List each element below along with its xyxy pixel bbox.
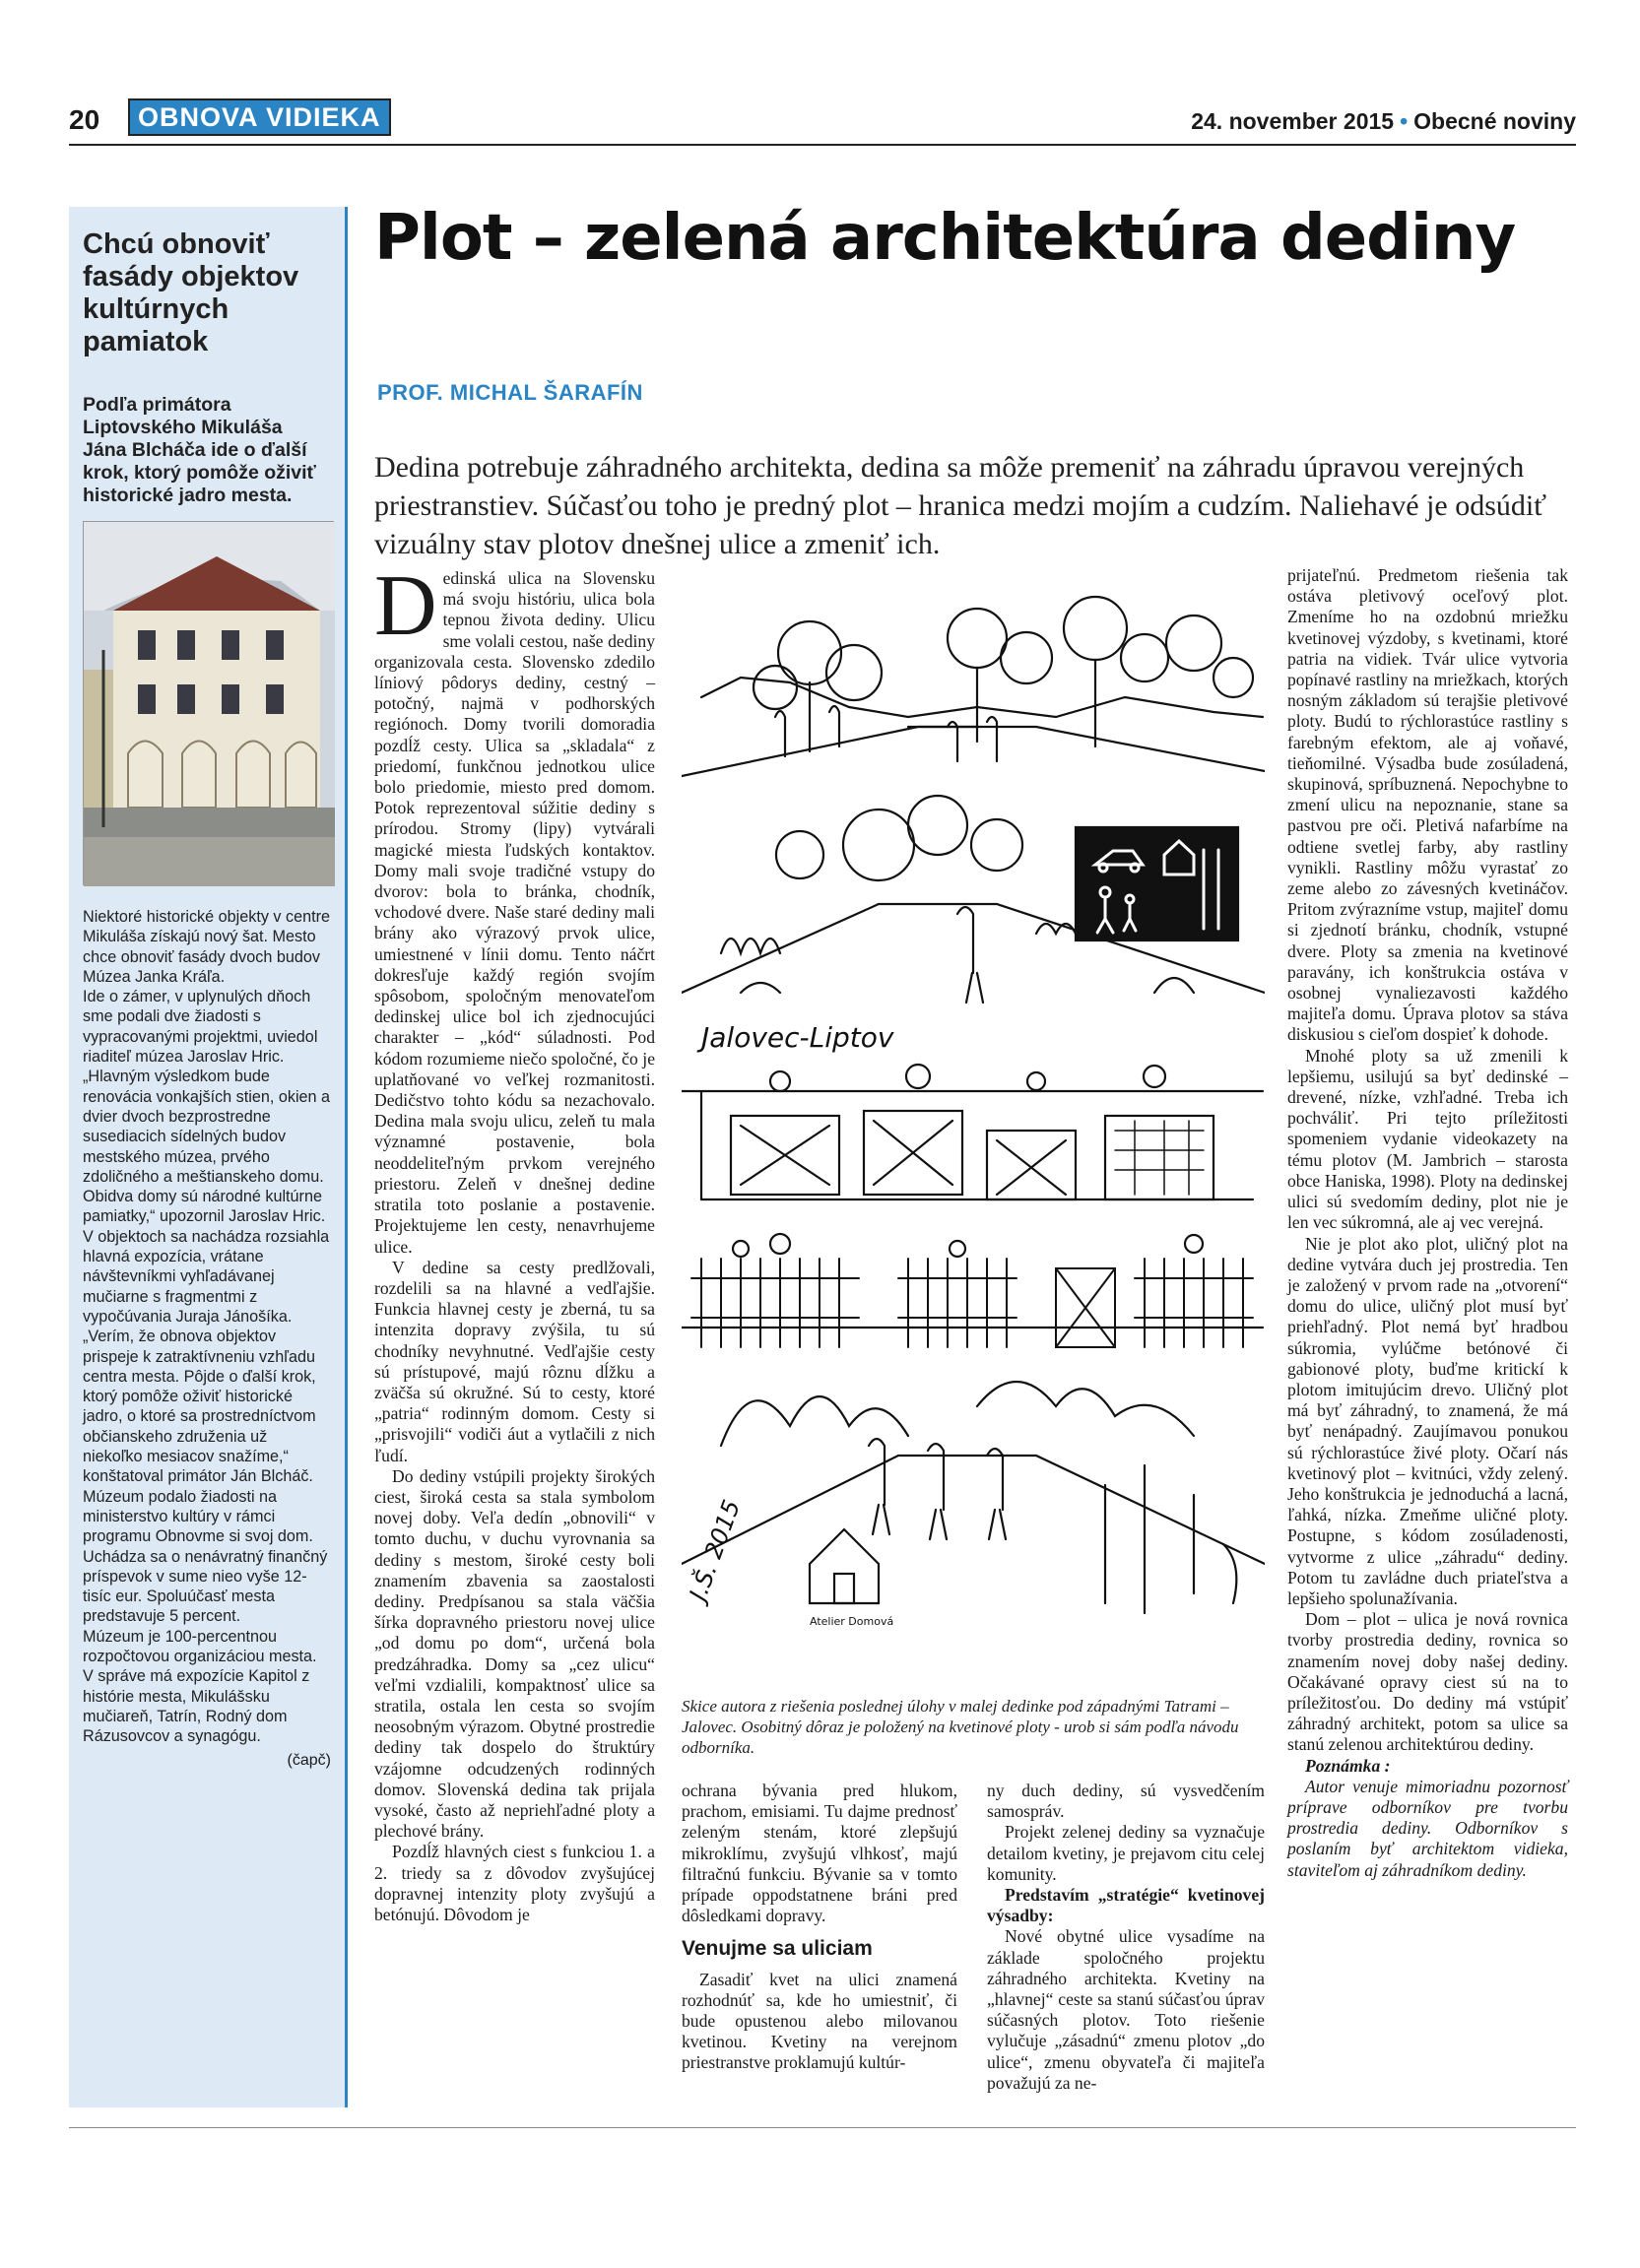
article-lead: Dedina potrebuje záhradného architekta, dedina sa môže premeniť na záhradu úpravou verejných priestranstiev. Súčasťou toho je predný plot – hranica medzi mojím a cudzím. Naliehavé je odsúdiť vizuálny stav plotov dnešnej ulice a zmeniť ich. (374, 451, 1547, 560)
article-subheading: Venujme sa uliciam (682, 1937, 873, 1961)
village-sketch (682, 579, 1265, 1692)
sidebar-lead: Podľa primátora Liptovského Mikuláša Jána Blcháča ide o ďalší krok, ktorý pomôže oživiť historické jadro mesta. (83, 394, 316, 506)
article-paragraph: Do dediny vstúpili projekty širokých ciest, široká cesta sa stala symbolom novej doby. Veľa dedín „obnovili“ v tomto duchu, v duchu vyrovnania sa dediny s mestom, široké cesty boli znamením zbavenia sa zaostalosti dediny. Predpísanou sa stala väčšia šírka dopravného priestoru novej ulice „od domu po dom“, určená bola predzáhradka. Domy sa „cez ulicu“ veľmi vzdialili, kompaktnosť ulice sa stratila, ostala len cesta so svojím neosobným výrazom. Obytné prostredie dediny tak dospelo do štruktúry vzájomne odcudzených rodinných domov. Slovenská dedina tak prijala vysoké, často až nepriehľadné ploty a plechové brány. (374, 1465, 655, 1842)
article-paragraph: Projekt zelenej dediny sa vyznačuje detailom kvetiny, je prejavom citu celej komunity. (987, 1822, 1265, 1884)
separator-dot: • (1400, 108, 1409, 134)
museum-photo-image (84, 522, 335, 886)
sidebar-paragraph: „Hlavným výsledkom bude renovácia vonkajších stien, okien a dvier dvoch bezprostredne susediacich sídelných budov mestského múzea, prvého zdoličného a meštianskeho domu. Obidva domy sú národné kultúrne pamiatky,“ upozornil Jaroslav Hric. (83, 1068, 331, 1226)
sidebar-box (69, 207, 348, 2107)
note-text: Autor venuje mimoriadnu pozornosť príprave odborníkov pre tvorbu prostredia dediny. Odborníkov s poslaním byť architektom vidieka, staviteľom aj záhradníkom dediny. (1287, 1776, 1568, 1880)
article-column-1 (374, 558, 655, 1925)
footer-rule (69, 2127, 1576, 2128)
sidebar-paragraph: Múzeum podalo žiadosti na ministerstvo kultúry v rámci programu Obnovme si svoj dom. Uchádza sa o nenávratný finančný príspevok v sume nieo vyše 12-tisíc eur. Spoluúčasť mesta predstavuje 5 percent. (83, 1487, 328, 1626)
sidebar-signature: (čapč) (287, 1752, 331, 1770)
article-column-3 (987, 1781, 1265, 2094)
street-scene-trees (682, 597, 1265, 776)
fence-scene-2 (682, 1234, 1263, 1347)
museum-photo (83, 521, 334, 885)
article-paragraph: Nie je plot ako plot, uličný plot na dedine vytvára duch jej prostredia. Ten je založený v prvom rade na „otvorení“ domu do ulice, uličný plot musí byť priehľadný. Plot nemá byť hradbou súkromia, vylúčme betónové či gabionové ploty, buďme kritickí k plotom imitujúcim drevo. Uličný plot má byť záhradný, to znamená, že má byť nenápadný. Zaujímavou ponukou sú rýchlorastúce živé ploty. Očarí nás kvetinový plot – kvitnúci, vždy zelený. Jeho konštrukcia je jednoduchá a lacná, ľahká, nízka. Zmeňme uličné ploty. Postupne, s kódom zosúladenosti, vytvorme z ulice „záhradu“ dediny. Potom tu zavládne duch priateľstva a lepšieho spolunažívania. (1287, 1233, 1568, 1608)
article-paragraph: Zasadiť kvet na ulici znamená rozhodnúť sa, kde ho umiestniť, či bude opustenou alebo milovanou kvetinou. Kvetiny na verejnom priestranstve proklamujú kultúr- (682, 1969, 957, 2073)
sketch-studio-label: Atelier Domová (810, 1615, 894, 1628)
page-header (69, 95, 1576, 144)
section-label: OBNOVA VIDIEKA (128, 98, 391, 136)
house-icon (810, 1529, 879, 1603)
article-paragraph (374, 558, 655, 1258)
article-title: Plot – zelená architektúra dediny (374, 202, 1516, 275)
article-paragraph: Mnohé ploty sa už zmenili k lepšiemu, usilujú sa byť dedinské – drevené, nízke, vzhľadné. Treba ich pochváliť. Pri tejto príležitosti spomeniem vydanie videokazety na tému plotov (M. Jambrich – starosta obce Haniska, 1998). Ploty na dedinskej ulici sú svedomím dediny, plot nie je len vec súkromná, ale aj vec verejná. (1287, 1045, 1568, 1233)
sidebar-title: Chcú obnoviť fasády objektov kultúrnych pamiatok (83, 228, 299, 357)
page-number: 20 (69, 104, 100, 135)
article-paragraph: ny duch dediny, sú vysvedčením samospráv. (987, 1781, 1265, 1822)
sketch-caption: Skice autora z riešenia poslednej úlohy v malej dedinke pod západnými Tatrami – Jalovec. Osobitný dôraz je položený na kvetinové ploty - urob si sám podľa návodu odborníka. (682, 1697, 1239, 1757)
sidebar-paragraph: „Verím, že obnova objektov prispeje k zatraktívneniu vzhľadu centra mesta. Pôjde o ďalší krok, ktorý pomôže oživiť historické jadro, o ktoré sa prostredníctvom občianskeho združenia už niekoľko mesiacov snažíme,“ konštatoval primátor Ján Blcháč. (83, 1328, 316, 1486)
sidebar-paragraph: Múzeum je 100-percentnou rozpočtovou organizáciou mesta. V správe má expozície Kapitol z histórie mesta, Mikulášsku mučiareň, Tatrín, Rodný dom Rázusovcov a synagógu. (83, 1627, 317, 1746)
sidebar-paragraph: V objektoch sa nachádza rozsiahla hlavná expozícia, vrátane návštevníkmi vyhľadávanej mučiarne s fragmentmi z vypočúvania Juraja Jánošíka. (83, 1227, 330, 1326)
article-paragraph: Pozdĺž hlavných ciest s funkciou 1. a 2. triedy sa z dôvodov zvyšujúcej dopravnej intenzity ploty zvyšujú a betónujú. Dôvodom je (374, 1842, 655, 1924)
sidebar-body (83, 907, 331, 1746)
paragraph-text: edinská ulica na Slovensku má svoju históriu, ulica bola tepnou života dediny. Ulicu sme volali cestou, naše dediny organizovala cesta. Slovensko zdedilo líniový pôdorys dediny, cestný – potočný, najmä v podhorských regiónoch. Domy tvorili domoradia pozdĺž cesty. Ulica sa „skladala“ z priedomí, funkčnou jednotkou ulice bolo priedomie, miesto pred domom. Potok reprezentoval súžitie dediny s prírodou. Stromy (lipy) vytvárali magické miesta ľudských kontaktov. Domy mali svoje tradičné vstupy do dvorov: bola to bránka, chodník, vchodové dvere. Naše staré dediny mali brány ako výrazový prvok ulice, umiestnené v línii domu. Tento náčrt dokresľuje každý región svojím spôsobom, spoločným menovateľom dedinskej ulice bol ich zjednocujúci charakter – „kód“ súladnosti. Pod kódom rozumieme niečo spoločné, čo je uplatňované vo veľkej rozmanitosti. Dedičstvo tohto kódu sa nezachovalo. Dedina mala svoju ulicu, zeleň tu mala významné postavenie, bola neoddeliteľným prvkom verejného priestoru. Zeleň v dnešnej dedine stratila toto poslanie a postavenie. Projektujeme len cesty, nenavrhujeme ulice. (374, 568, 655, 1257)
article-paragraph: Nové obytné ulice vysadíme na základe spoločného projektu záhradného architekta. Kvetiny na „hlavnej“ ceste sa stanú súčasťou úprav súčasných plotov. Toto riešenie vylučuje „zásadnú“ zmenu plotov „do ulice“, zmenu obyvateľa či majiteľa považujú za ne- (987, 1926, 1265, 2093)
road-sign-icon (1076, 827, 1238, 940)
article-paragraph: ochrana bývania pred hlukom, prachom, emisiami. Tu dajme prednosť zeleným stenám, ktoré zlepšujú mikroklímu, zvyšujú vlhkosť, majú filtračnú funkciu. Bývanie sa v tomto prípade oppodstatnene bráni pred dôsledkami dopravy. (682, 1781, 957, 1926)
article-paragraph: prijateľnú. Predmetom riešenia tak ostáva pletivový oceľový plot. Zmeníme ho na ozdobnú mriežku kvetinovej výzdoby, s kvetinami, ktoré patria na vidiek. Tvár ulice vytvoria popínavé rastliny na mriežkach, ktorých nosným základom sú terajšie pletivové ploty. Budú to rýchlorastúce rastliny s farebným efektom, ale aj voňavé, tieňomilné. Výsadba bude zosúladená, skupinová, spríbuznená. Nepochybne to zmení ulicu na nepoznanie, stane sa pastvou pre oči. Pletivá nafarbíme na odtiene svetlej farby, aby rastliny vynikli. Rastliny môžu vyrastať zo zeme alebo zo závesných kvetináčov. Pritom zvýrazníme vstup, majiteľ domu si zjednotí bránku, chodník, vstupné dvere. Ploty sa zmenia na kvetinové paravány, ich konštrukcia ostáva v osobnej vynaliezavosti každého majiteľa domu. Úprava plotov sa stáva diskusiou s cieľom dospieť k dohode. (1287, 565, 1568, 1045)
sketch-drawing (682, 579, 1265, 1692)
sketch-signature: J.Š. 2015 (684, 1496, 747, 1604)
article-paragraph: V dedine sa cesty predlžovali, rozdelili sa na hlavné a vedľajšie. Funkcia hlavnej cesty je zberná, tu sa intenzita dopravy zvýšila, tu sú chodníky nevyhnutné. Vedľajšie cesty sú prístupové, majú rôznu dĺžku a zväčša sú okružné. Sú to cesty, ktoré „patria“ rodinným domom. Cesty si „prisvojili“ vodiči áut a vytlačili z nich ľudí. (374, 1257, 655, 1465)
article-author: PROF. MICHAL ŠARAFÍN (377, 380, 643, 405)
article-column-4 (1287, 565, 1568, 1881)
street-scene-people (682, 1382, 1265, 1628)
issue-info (1191, 108, 1576, 135)
publication-name: Obecné noviny (1413, 108, 1576, 134)
strategy-lead: Predstavím „stratégie“ kvetinovej výsadby: (987, 1885, 1265, 1926)
drop-cap: D (374, 558, 437, 654)
sidebar-paragraph: Niektoré historické objekty v centre Mikuláša získajú nový šat. Mesto chce obnoviť fasády dvoch budov Múzea Janka Kráľa. (83, 908, 331, 986)
note-label: Poznámka : (1305, 1755, 1391, 1776)
article-column-2 (682, 1781, 957, 2074)
article-paragraph: Dom – plot – ulica je nová rovnica tvorby prostredia dediny, rovnica so znamením novej doby našej dediny. Očakávané opravy ciest sú na to príležitosťou. Do dediny má vstúpiť záhradný architekt, potom sa ulice sa stanú zelenou architektúrou dediny. (1287, 1609, 1568, 1755)
fence-scene-1 (682, 1065, 1263, 1199)
header-rule (69, 144, 1576, 146)
sketch-place-label: Jalovec-Liptov (701, 1021, 894, 1054)
sidebar-paragraph: Ide o zámer, v uplynulých dňoch sme podali dve žiadosti s vypracovanými projektmi, uviedol riaditeľ múzea Jaroslav Hric. (83, 988, 318, 1067)
issue-date: 24. november 2015 (1191, 108, 1395, 134)
